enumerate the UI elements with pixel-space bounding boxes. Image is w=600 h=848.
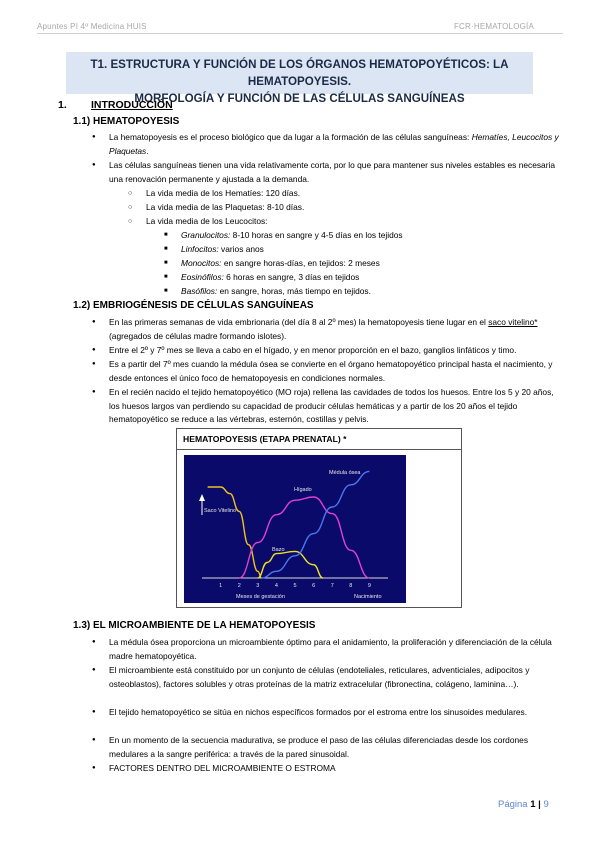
header-divider (37, 33, 563, 34)
page-footer: Página 1 | 9 (498, 799, 549, 810)
label-nacimiento: Nacimiento (354, 594, 382, 600)
leuk-linfocitos: ■ Linfocitos: varios anos (181, 243, 551, 257)
figure-title: HEMATOPOYESIS (ETAPA PRENATAL) * (183, 434, 347, 444)
label-bazo: Bazo (272, 547, 285, 553)
heading-embriogenesis: 1.2) EMBRIOGÉNESIS DE CÉLULAS SANGUÍNEAS (73, 300, 314, 311)
leuk-granulocitos: ■ Granulocitos: 8-10 horas en sangre y 4-5 días en los tejidos (181, 229, 551, 243)
bullet-hematopoyesis-def: ● La hematopoyesis es el proceso biológico que da lugar a la formación de las células sanguíneas: Hematíes, Leucocitos y Plaquetas. (109, 131, 559, 158)
sub-hematies: ○ La vida media de los Hematíes: 120 días. (146, 187, 546, 201)
saco-vitelino-link[interactable]: saco vitelino* (488, 317, 538, 327)
bullet-medula: ● Es a partir del 7º mes cuando la médula ósea se convierte en el órgano hematopoyético principal hasta el nacimiento, y desde entonces el único foco de hematopoyesis en condiciones normales. (109, 358, 559, 385)
hematopoyesis-chart (184, 455, 406, 603)
bullet-higado: ● Entre el 2º y 7º mes se lleva a cabo en el hígado, y en menor proporción en el bazo, ganglios linfáticos y timo. (109, 344, 559, 358)
label-meses: Meses de gestación (236, 594, 285, 600)
x-tick-label: 2 (237, 583, 241, 589)
x-tick-label: 8 (349, 583, 353, 589)
header-right: FCR·HEMATOLOGÍA (453, 22, 534, 31)
page-total: 9 (543, 799, 549, 810)
x-tick-label: 1 (219, 583, 223, 589)
x-tick-label: 7 (330, 583, 334, 589)
heading-microambiente: 1.3) EL MICROAMBIENTE DE LA HEMATOPOYESIS (73, 620, 316, 631)
label-medula: Médula ósea (329, 470, 361, 476)
title-line-2: MORFOLOGÍA Y FUNCIÓN DE LAS CÉLULAS SANGUÍNEAS (134, 92, 465, 105)
header-left: Apuntes PI 4º Medicina HUIS (37, 22, 147, 31)
bullet-recien-nacido: ● En el recién nacido el tejido hematopoyético (MO roja) rellena las cavidades de todos los huesos. Entre los 5 y 20 años, los huesos largos van perdiendo su capacidad de producir células hemáticas y a partir de los 20 años el tejido hematopoyético se reduce a las vértebras, esternón, costillas y pelvis. (109, 386, 559, 427)
leuk-monocitos: ■ Monocitos: en sangre horas-días, en tejidos: 2 meses (181, 257, 551, 271)
sub-leucocitos: ○ La vida media de los Leucocitos: (146, 215, 546, 229)
bullet-secuencia: ● En un momento de la secuencia madurativa, se produce el paso de las células diferenciadas desde los cordones medulares a la sangre periférica: a través de la pared sinusoidal. (109, 734, 559, 761)
bullet-microambiente-celulas: ● El microambiente está constituido por un conjunto de células (endoteliales, reticulares, adventiciales, adipocitos y osteoblastos), factores solubles y otras proteínas de la matriz extracelular (fibronectina, colágeno, laminina…). (109, 664, 559, 691)
x-tick-label: 6 (312, 583, 316, 589)
x-tick-label: 9 (367, 583, 371, 589)
section-title: INTRODUCCIÓN (91, 99, 173, 111)
bullet-vida-corta: ● Las células sanguíneas tienen una vida relativamente corta, por lo que para mantener sus niveles estables es necesaria una renovación permanente y ajustada a la demanda. (109, 159, 559, 186)
section-number: 1. (58, 99, 67, 111)
sub-plaquetas: ○ La vida media de las Plaquetas: 8-10 días. (146, 201, 546, 215)
heading-hematopoyesis: 1.1) HEMATOPOYESIS (73, 116, 180, 127)
bullet-medula-microambiente: ● La médula ósea proporciona un microambiente óptimo para el anidamiento, la proliferación y diferenciación de la célula madre hematopoyética. (109, 636, 559, 663)
leuk-eosinofilos: ■ Eosinófilos: 6 horas en sangre, 3 días en tejidos (181, 271, 551, 285)
figure-title-divider (177, 449, 461, 450)
bullet-nichos: ● El tejido hematopoyético se sitúa en nichos específicos formados por el estroma entre los sinusoides medulares. (109, 706, 559, 720)
x-tick-label: 4 (274, 583, 278, 589)
leuk-basofilos: ■ Basófilos: en sangre, horas, más tiempo en tejidos. (181, 285, 551, 299)
chart-background (184, 455, 406, 603)
bullet-saco-vitelino: ● En las primeras semanas de vida embrionaria (del día 8 al 2º mes) la hematopoyesis tiene lugar en el saco vitelino* (agregados de células madre formando islotes). (109, 316, 559, 343)
bullet-factores: ● FACTORES DENTRO DEL MICROAMBIENTE O ESTROMA (109, 762, 559, 776)
label-higado: Hígado (294, 487, 312, 493)
title-line-1: T1. ESTRUCTURA Y FUNCIÓN DE LOS ÓRGANOS HEMATOPOYÉTICOS: LA HEMATOPOYESIS. (90, 58, 509, 88)
label-saco: Saco Vitelino (204, 508, 237, 514)
x-tick-label: 5 (293, 583, 297, 589)
page-number: 1 (530, 799, 536, 810)
x-tick-label: 3 (256, 583, 260, 589)
